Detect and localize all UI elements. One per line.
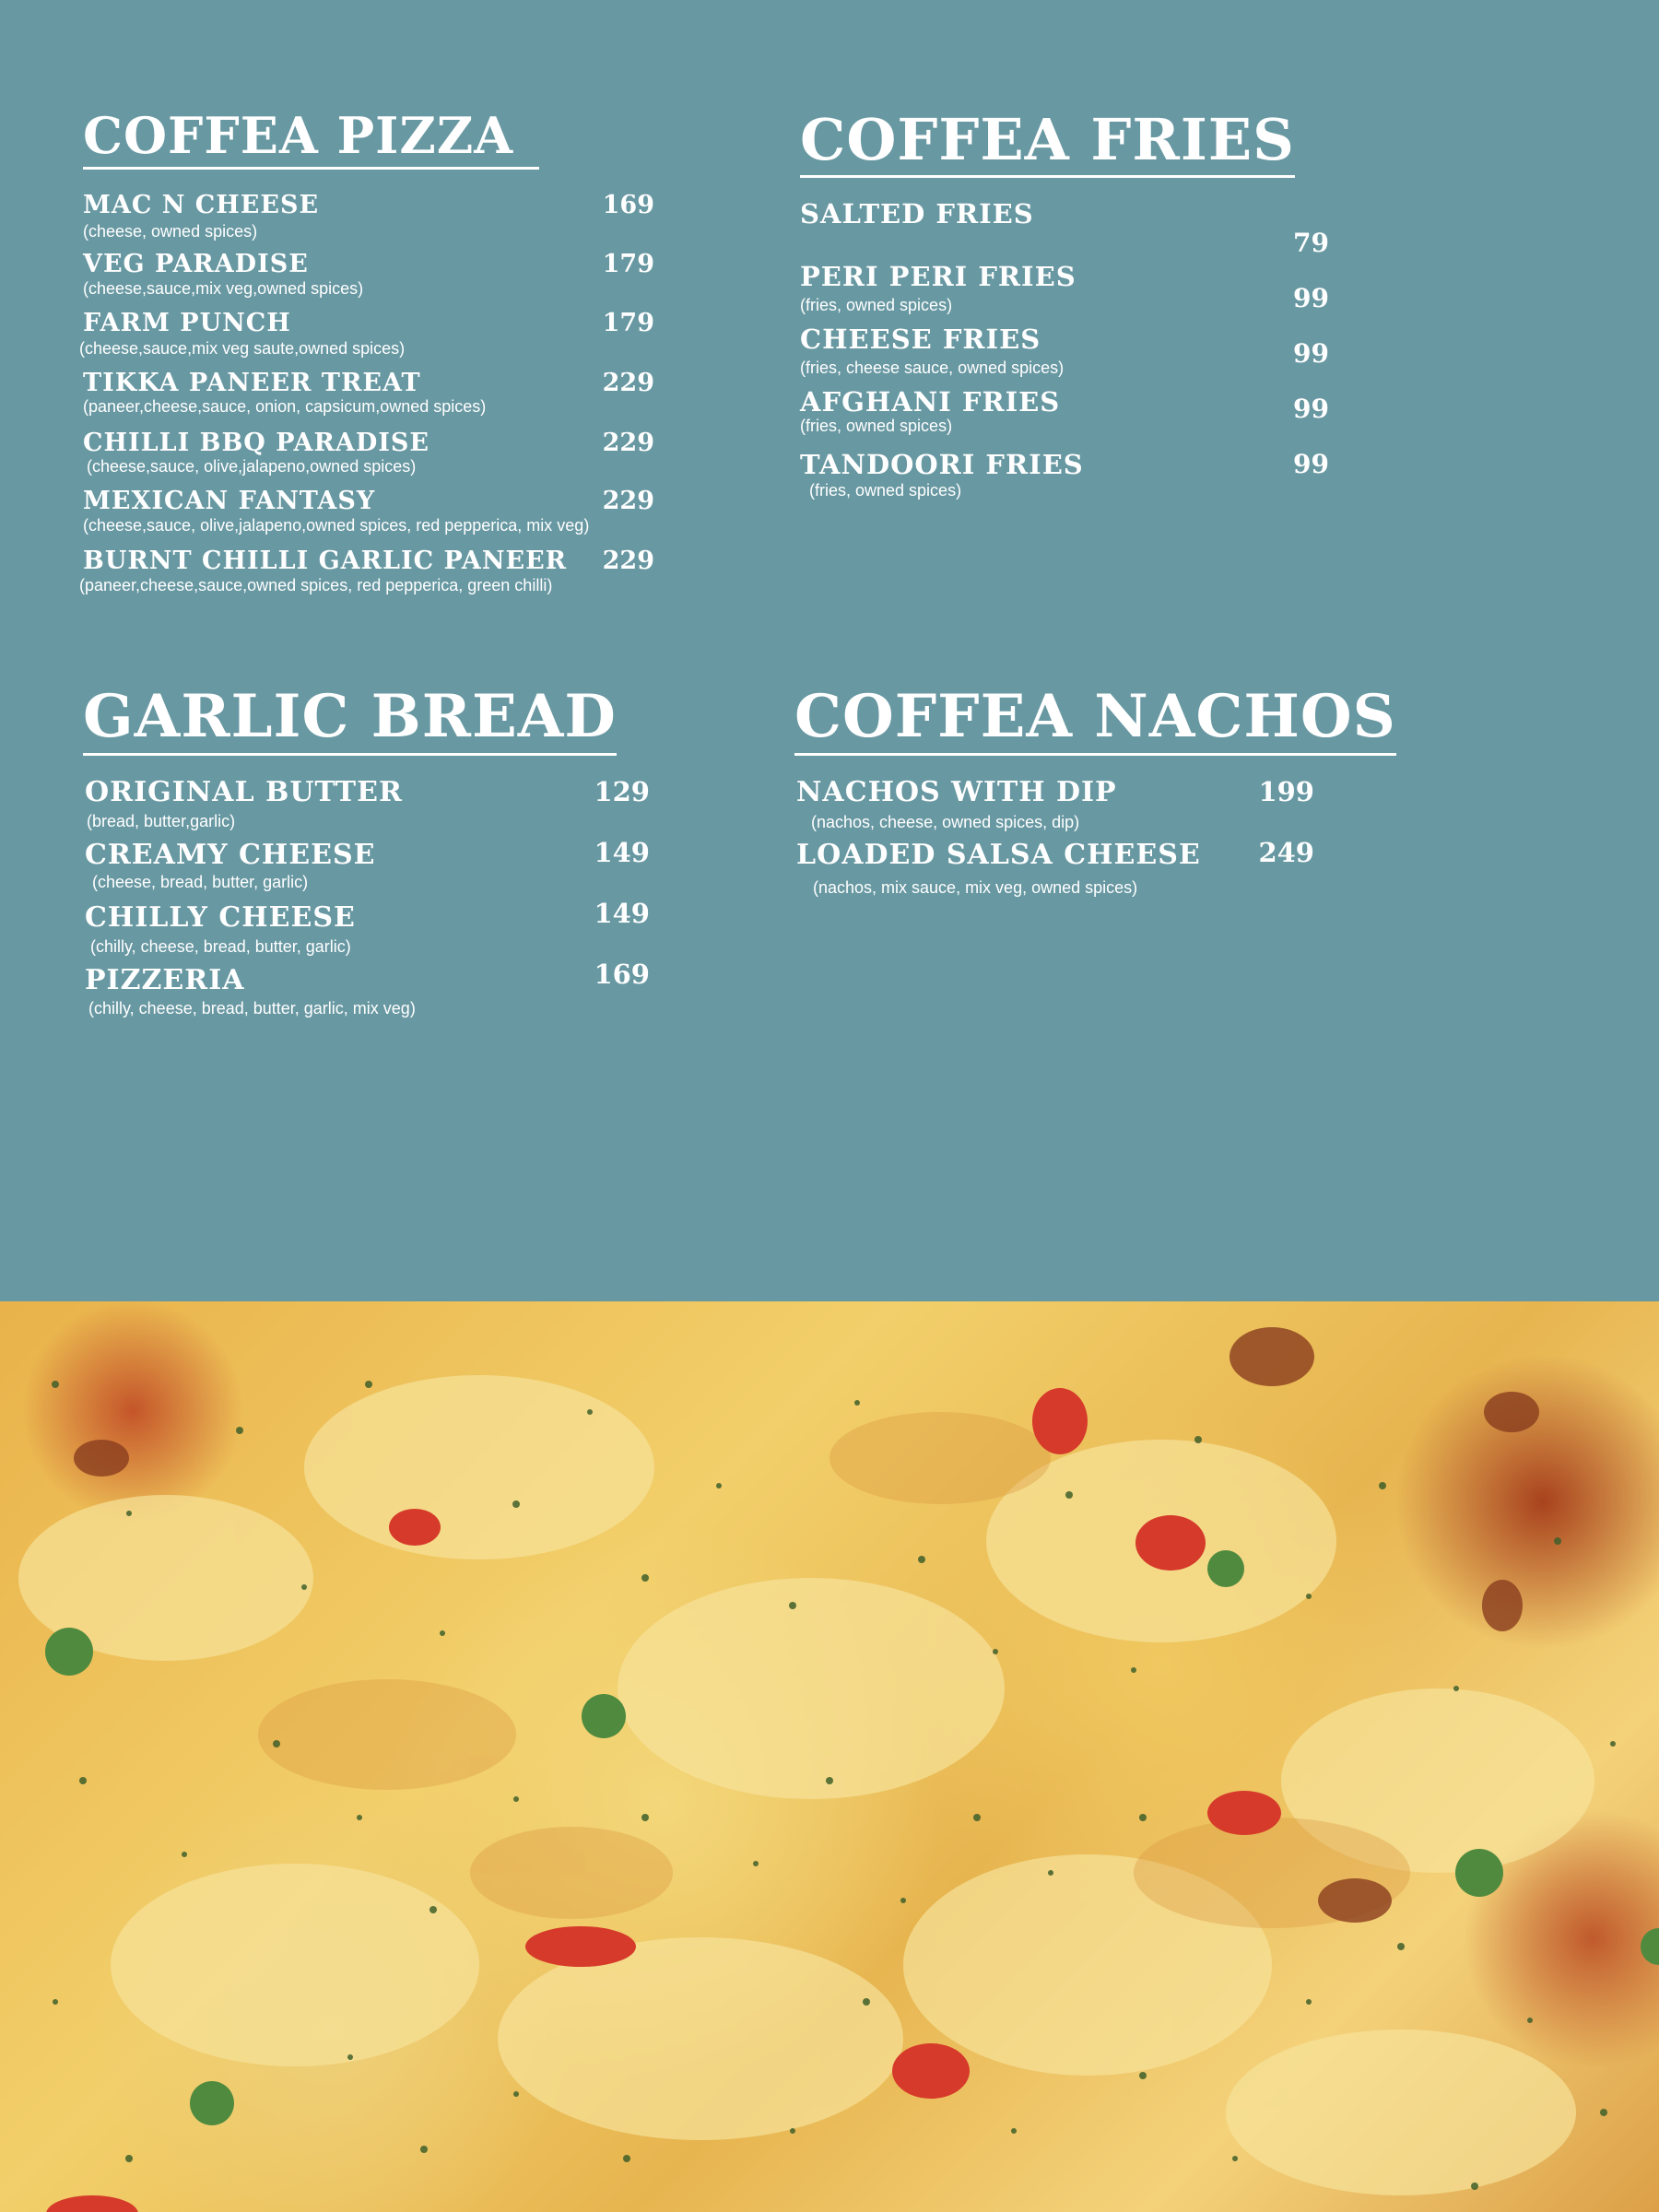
pizza-item-desc: (cheese,sauce, olive,jalapeno,owned spices, red pepperica, mix veg) bbox=[83, 516, 590, 535]
garlic-bread-item-name: CREAMY CHEESE bbox=[85, 839, 376, 871]
pizza-item-name: VEG PARADISE bbox=[83, 250, 309, 278]
fries-item-price: 99 bbox=[1293, 338, 1329, 369]
fries-item-price: 79 bbox=[1293, 228, 1329, 258]
pizza-section bbox=[79, 106, 673, 622]
fries-item-name: CHEESE FRIES bbox=[800, 324, 1041, 355]
pizza-item-desc: (cheese,sauce,mix veg saute,owned spices) bbox=[79, 339, 406, 358]
fries-item-desc: (fries, owned spices) bbox=[809, 481, 962, 500]
fries-item-desc: (fries, owned spices) bbox=[800, 296, 953, 314]
pizza-item-price: 229 bbox=[602, 547, 654, 575]
pizza-photo-toppings bbox=[0, 1301, 1659, 2212]
garlic-bread-item-desc: (bread, butter,garlic) bbox=[87, 812, 236, 830]
nachos-section-title: COFFEA NACHOS bbox=[794, 682, 1396, 756]
garlic-bread-item-price: 149 bbox=[594, 898, 650, 929]
nachos-item-desc: (nachos, mix sauce, mix veg, owned spices) bbox=[813, 878, 1138, 897]
pizza-item-name: MEXICAN FANTASY bbox=[83, 487, 376, 515]
fries-item-price: 99 bbox=[1293, 394, 1329, 424]
pizza-item-desc: (cheese,sauce, olive,jalapeno,owned spices) bbox=[87, 457, 417, 476]
garlic-bread-section bbox=[83, 682, 673, 1032]
garlic-bread-item-desc: (chilly, cheese, bread, butter, garlic, mix veg) bbox=[88, 999, 416, 1018]
garlic-bread-item-price: 129 bbox=[594, 776, 650, 807]
pizza-item-price: 179 bbox=[602, 250, 654, 278]
nachos-item-name: LOADED SALSA CHEESE bbox=[796, 839, 1201, 871]
fries-item-name: SALTED FRIES bbox=[800, 198, 1034, 229]
garlic-bread-section-title: GARLIC BREAD bbox=[83, 682, 617, 756]
fries-item-price: 99 bbox=[1293, 449, 1329, 479]
pizza-item-desc: (cheese, owned spices) bbox=[83, 222, 258, 241]
pizza-item-name: BURNT CHILLI GARLIC PANEER bbox=[83, 547, 568, 575]
pizza-item-price: 229 bbox=[602, 487, 654, 515]
pizza-item-price: 179 bbox=[602, 309, 654, 337]
pizza-item-desc: (paneer,cheese,sauce, onion, capsicum,owned spices) bbox=[83, 397, 487, 416]
fries-item-name: PERI PERI FRIES bbox=[800, 261, 1077, 292]
nachos-item-price: 249 bbox=[1258, 837, 1314, 868]
pizza-photo bbox=[0, 1301, 1659, 2212]
garlic-bread-item-price: 169 bbox=[594, 959, 650, 990]
fries-item-desc: (fries, cheese sauce, owned spices) bbox=[800, 359, 1065, 377]
garlic-bread-item-desc: (chilly, cheese, bread, butter, garlic) bbox=[90, 937, 351, 956]
fries-item-price: 99 bbox=[1293, 283, 1329, 313]
pizza-item-price: 229 bbox=[602, 369, 654, 397]
pizza-item-name: MAC N CHEESE bbox=[83, 191, 320, 219]
pizza-section-title: COFFEA PIZZA bbox=[83, 106, 539, 170]
nachos-section bbox=[794, 682, 1458, 912]
nachos-item-price: 199 bbox=[1258, 776, 1314, 807]
pizza-item-desc: (cheese,sauce,mix veg,owned spices) bbox=[83, 279, 364, 298]
pizza-item-desc: (paneer,cheese,sauce,owned spices, red pepperica, green chilli) bbox=[79, 576, 553, 594]
pizza-item-price: 169 bbox=[602, 191, 654, 219]
nachos-item-desc: (nachos, cheese, owned spices, dip) bbox=[811, 813, 1080, 831]
garlic-bread-item-price: 149 bbox=[594, 837, 650, 868]
fries-section-title: COFFEA FRIES bbox=[800, 106, 1295, 178]
fries-item-name: TANDOORI FRIES bbox=[800, 449, 1084, 480]
garlic-bread-item-name: CHILLY CHEESE bbox=[85, 901, 356, 934]
fries-item-desc: (fries, owned spices) bbox=[800, 417, 953, 435]
fries-section bbox=[800, 106, 1464, 512]
fries-item-name: AFGHANI FRIES bbox=[800, 386, 1061, 418]
garlic-bread-item-name: ORIGINAL BUTTER bbox=[85, 776, 403, 808]
garlic-bread-item-desc: (cheese, bread, butter, garlic) bbox=[92, 873, 309, 891]
garlic-bread-item-name: PIZZERIA bbox=[85, 964, 245, 996]
nachos-item-name: NACHOS WITH DIP bbox=[796, 776, 1117, 808]
pizza-item-name: TIKKA PANEER TREAT bbox=[83, 369, 421, 397]
pizza-item-name: CHILLI BBQ PARADISE bbox=[83, 429, 429, 457]
pizza-item-price: 229 bbox=[602, 429, 654, 457]
pizza-item-name: FARM PUNCH bbox=[83, 309, 291, 337]
